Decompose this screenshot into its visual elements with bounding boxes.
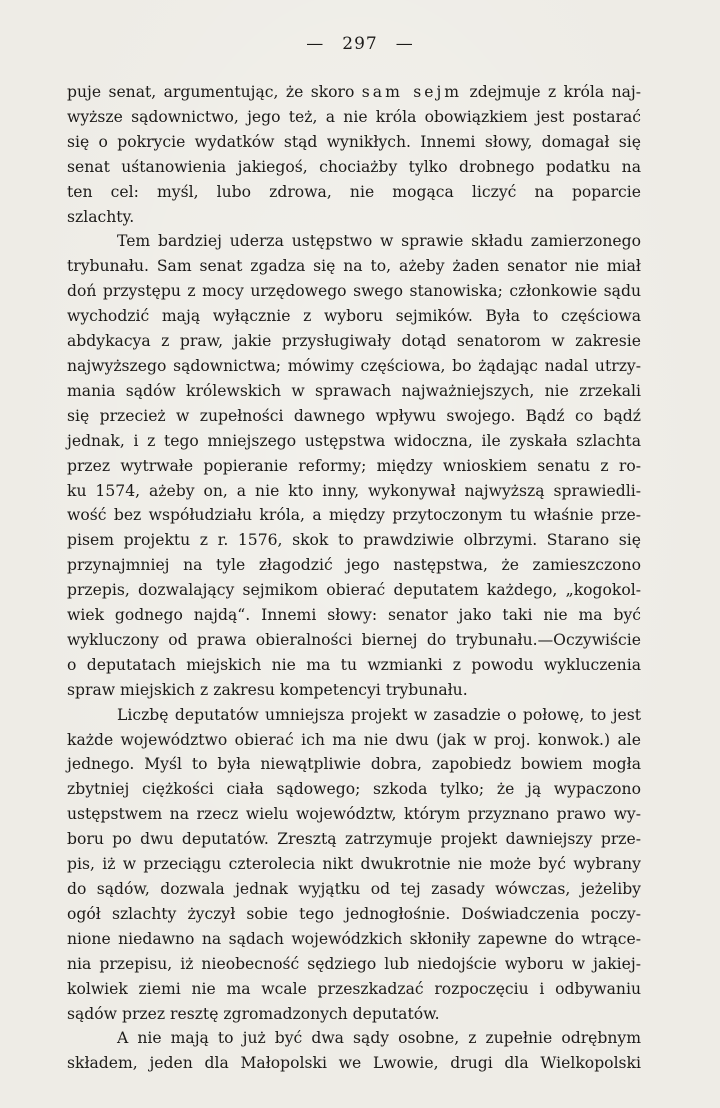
text-line: abdykacya z praw, jakie przysługiwały dotąd senatorom w zakresie bbox=[67, 332, 641, 351]
text-line: każde województwo obierać ich ma nie dwu (jak w proj. konwok.) ale bbox=[67, 730, 641, 749]
text-line: nia przepisu, iż nieobecność sędziego lub niedojście wyboru w jakiej- bbox=[67, 954, 641, 973]
text-line: ten cel: myśl, lubo zdrowa, nie mogąca liczyć na poparcie bbox=[67, 182, 641, 201]
text-line: ustępstwem na rzecz wielu województw, którym przyznano prawo wy- bbox=[67, 805, 641, 824]
text-line: wychodzić mają wyłącznie z wyboru sejmików. Była to częściowa bbox=[67, 307, 641, 326]
text-line: doń przystępu z mocy urzędowego swego stanowiska; członkowie sądu bbox=[67, 282, 641, 301]
text-line: wykluczony od prawa obieralności biernej do trybunału.—Oczywiście bbox=[67, 630, 641, 649]
text-line: nione niedawno na sądach wojewódzkich skłoniły zapewne do wtrące- bbox=[67, 929, 641, 948]
text-segment: zdejmuje z króla naj- bbox=[462, 83, 641, 101]
text-line: Tem bardziej uderza ustępstwo w sprawie składu zamierzonego bbox=[117, 232, 641, 251]
text-line: wiek godnego najdą“. Innemi słowy: senator jako taki nie ma być bbox=[67, 606, 641, 625]
text-line: przez wytrwałe popieranie reformy; między wnioskiem senatu z ro- bbox=[67, 456, 641, 475]
text-line: szlachty. bbox=[67, 207, 135, 226]
text-line: trybunału. Sam senat zgadza się na to, ażeby żaden senator nie miał bbox=[67, 257, 641, 276]
text-line: się przecież w zupełności dawnego wpływu swojego. Bądź co bądź bbox=[67, 406, 641, 425]
text-segment: puje senat, argumentując, że skoro bbox=[67, 83, 362, 101]
text-line: przynajmniej na tyle złagodzić jego następstwa, że zamieszczono bbox=[67, 556, 641, 575]
header-dash-right: — bbox=[395, 34, 414, 54]
text-line: jednak, i z tego mniejszego ustępstwa widoczna, ile zyskała szlachta bbox=[67, 431, 641, 450]
text-line: jednego. Myśl to była niewątpliwie dobra, zapobiedz bowiem mogła bbox=[67, 755, 641, 774]
text-line: do sądów, dozwala jednak wyjątku od tej zasady wówczas, jeżeliby bbox=[67, 880, 641, 898]
text-line: A nie mają to już być dwa sądy osobne, z zupełnie odrębnym bbox=[117, 1029, 641, 1048]
text-line: się o pokrycie wydatków stąd wynikłych. Innemi słowy, domagał się bbox=[67, 132, 641, 151]
text-line: Liczbę deputatów umniejsza projekt w zasadzie o połowę, to jest bbox=[117, 705, 641, 724]
text-line: pis, iż w przeciągu czterolecia nikt dwukrotnie nie może być wybrany bbox=[67, 855, 641, 874]
text-line: ogół szlachty życzył sobie tego jednogłośnie. Doświadczenia poczy- bbox=[67, 904, 641, 923]
text-line: mania sądów królewskich w sprawach najważniejszych, nie zrzekali bbox=[67, 381, 641, 400]
text-line bbox=[67, 80, 641, 105]
text-line: senat uśtanowienia jakiegoś, chociażby tylko drobnego podatku na bbox=[67, 157, 641, 176]
text-block bbox=[67, 80, 641, 1076]
spaced-emphasis: sam sejm bbox=[361, 83, 463, 101]
text-line: przepis, dozwalający sejmikom obierać deputatem każdego, „kogokol- bbox=[67, 581, 641, 600]
text-line: spraw miejskich z zakresu kompetencyi trybunału. bbox=[67, 680, 468, 699]
text-line: wość bez współudziału króla, a między przytoczonym tu właśnie prze- bbox=[67, 506, 641, 525]
text-line: kolwiek ziemi nie ma wcale przeszkadzać rozpoczęciu i odbywaniu bbox=[67, 979, 641, 998]
text-line: ku 1574, ażeby on, a nie kto inny, wykonywał najwyższą sprawiedli- bbox=[67, 481, 641, 500]
text-line: o deputatach miejskich nie ma tu wzmianki z powodu wykluczenia bbox=[67, 655, 641, 674]
text-line: wyższe sądownictwo, jego też, a nie króla obowiązkiem jest postarać bbox=[67, 107, 641, 126]
text-line: boru po dwu deputatów. Zresztą zatrzymuje projekt dawniejszy prze- bbox=[67, 830, 641, 849]
body-text bbox=[67, 80, 641, 1076]
header-dash-left: — bbox=[306, 34, 325, 54]
text-line: pisem projektu z r. 1576, skok to prawdziwie olbrzymi. Starano się bbox=[67, 531, 641, 550]
page-number: 297 bbox=[342, 34, 378, 54]
page-header bbox=[0, 34, 720, 54]
text-line: zbytniej ciężkości ciała sądowego; szkoda tylko; że ją wypaczono bbox=[67, 780, 641, 799]
text-line: sądów przez resztę zgromadzonych deputatów. bbox=[67, 1004, 440, 1023]
text-line: składem, jeden dla Małopolski we Lwowie, drugi dla Wielkopolski bbox=[67, 1054, 641, 1073]
text-line: najwyższego sądownictwa; mówimy częściowa, bo żądając nadal utrzy- bbox=[67, 356, 641, 375]
